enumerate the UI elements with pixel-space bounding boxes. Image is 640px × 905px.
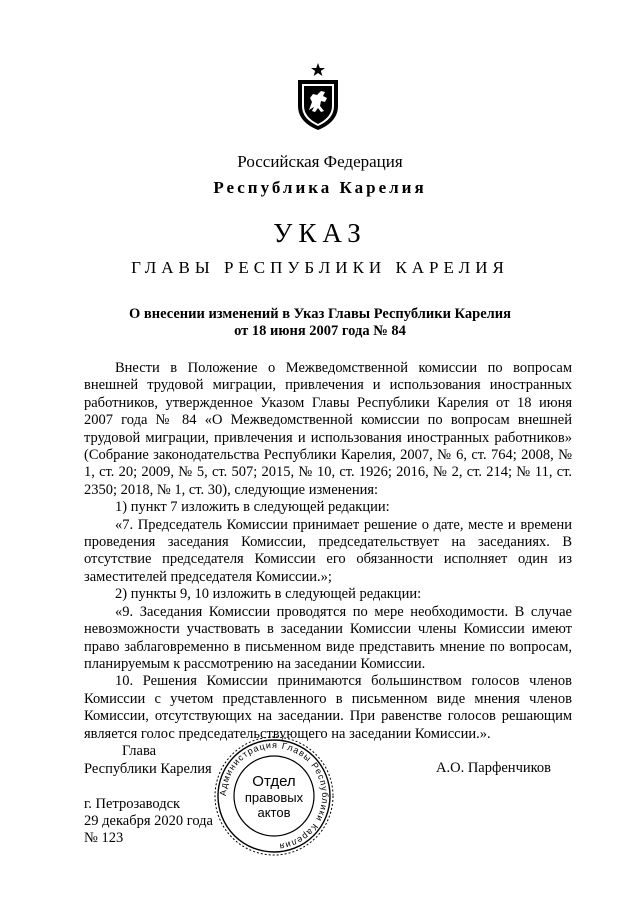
stamp-center-text: правовых [244,790,304,805]
stamp-ring-text: Администрация Главы Республики Карелия [217,739,331,852]
signatory-name: А.О. Парфенчиков [436,760,552,776]
stamp-center-text: актов [257,805,291,820]
body-paragraph: 1) пункт 7 изложить в следующей редакции: [115,499,390,516]
document-body [84,360,572,743]
body-paragraph: 10. Решения Комиссии принимаются большинством голосов членов Комиссии с учетом представленного в письменном виде мнения членов Комиссии, отсутствующих на заседании. При равенстве голосов решающим является голос председательствующего на заседании Комиссии.». [84,673,572,742]
document-type: УКАЗ [273,218,367,248]
date: 29 декабря 2020 года [84,813,213,829]
signatory-title-line: Глава [122,743,157,759]
subject-line: О внесении изменений в Указ Главы Республики Карелия [129,306,511,322]
place-and-date [84,796,213,847]
city: г. Петрозаводск [84,796,181,812]
karelia-coat-of-arms-icon [294,62,342,132]
body-paragraph: Внести в Положение о Межведомственной комиссии по вопросам внешней трудовой миграции, привлечения и использования иностранных работников, утвержденное Указом Главы Республики Карелия от 18 июня 2007 года № 84 «О Межведомственной комиссии по вопросам внешней трудовой миграции, привлечения и использования иностранных работников» (Собрание законодательства Республики Карелия, 2007, № 6, ст. 764; 2008, № 1, ст. 20; 2009, № 5, ст. 507; 2015, № 10, ст. 1926; 2016, № 2, ст. 214; № 11, ст. 2350; 2018, № 1, ст. 30), следующие изменения: [84,360,572,498]
stamp-center-text: Отдел [252,773,296,790]
body-paragraph: «7. Председатель Комиссии принимает решение о дате, месте и времени проведения заседания Комиссии, председательствует на заседаниях. В отсутствие председателя Комиссии его обязанности исполняет один из заместителей председателя Комиссии.»; [84,516,572,585]
country-name: Российская Федерация [237,152,403,171]
issuer-title: ГЛАВЫ РЕСПУБЛИКИ КАРЕЛИЯ [131,258,509,277]
republic-name: Республика Карелия [213,178,427,197]
document-subject [120,306,520,340]
body-paragraph: «9. Заседания Комиссии проводятся по мере необходимости. В случае невозможности участвовать в заседании Комиссии члены Комиссии имеют право заблаговременно в письменном виде представить мнение по вопросам, планируемым к рассмотрению на заседании Комиссии. [84,603,572,672]
body-paragraph: 2) пункты 9, 10 изложить в следующей редакции: [115,586,422,603]
subject-line: от 18 июня 2007 года № 84 [234,323,406,339]
signatory-title [84,742,212,778]
official-stamp [212,734,336,858]
signatory-title-line: Республики Карелия [84,761,212,777]
document-number: № 123 [84,830,124,846]
